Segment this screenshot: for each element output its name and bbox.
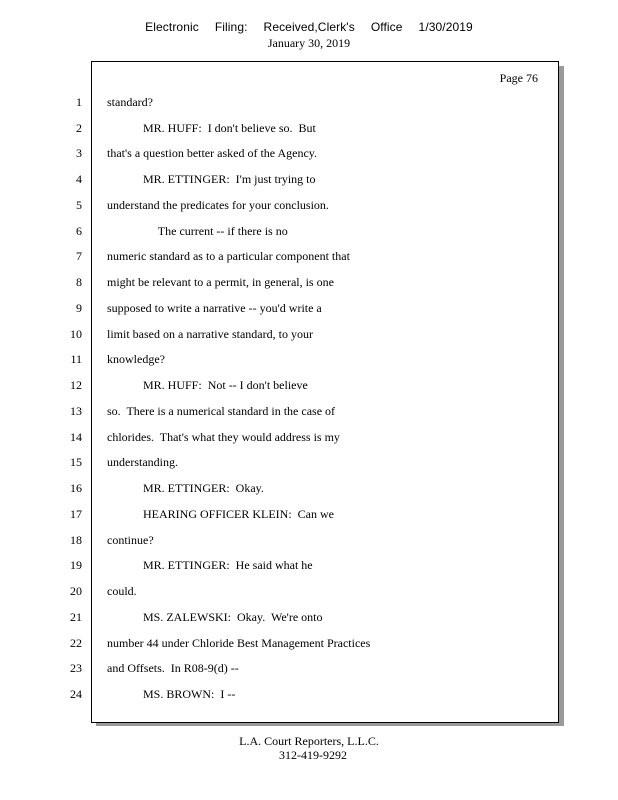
stamp-date: 1/30/2019 (418, 20, 473, 34)
line-number: 22 (70, 636, 82, 650)
line-number: 13 (70, 404, 82, 418)
line-number: 2 (76, 121, 82, 135)
line-text: supposed to write a narrative -- you'd write a (107, 301, 322, 315)
line-number: 3 (76, 146, 82, 160)
reporter-company: L.A. Court Reporters, L.L.C. (239, 734, 379, 748)
line-number: 1 (76, 95, 82, 109)
line-text: chlorides. That's what they would address is my (107, 430, 340, 444)
line-text: MR. ETTINGER: Okay. (107, 481, 264, 495)
line-text: MR. ETTINGER: I'm just trying to (107, 172, 316, 186)
line-text: continue? (107, 533, 154, 547)
line-text: could. (107, 584, 137, 598)
line-text: MR. ETTINGER: He said what he (107, 558, 313, 572)
stamp-office: Office (370, 20, 403, 34)
line-number: 17 (70, 507, 82, 521)
line-number: 7 (76, 249, 82, 263)
line-text: might be relevant to a permit, in general, is one (107, 275, 334, 289)
line-number: 15 (70, 455, 82, 469)
reporter-phone: 312-419-9292 (279, 748, 347, 762)
line-number: 11 (70, 352, 82, 366)
line-text: numeric standard as to a particular component that (107, 249, 350, 263)
line-text: limit based on a narrative standard, to your (107, 327, 313, 341)
page-number: Page 76 (499, 71, 538, 85)
line-text: number 44 under Chloride Best Management Practices (107, 636, 371, 650)
line-text: understanding. (107, 455, 178, 469)
stamp-received: Received,Clerk's (263, 20, 355, 34)
stamp-filing: Filing: (214, 20, 248, 34)
line-text: so. There is a numerical standard in the case of (107, 404, 336, 418)
line-number: 5 (76, 198, 82, 212)
line-text: knowledge? (107, 352, 165, 366)
line-number: 4 (76, 172, 82, 186)
line-text: MS. BROWN: I -- (107, 687, 236, 701)
line-text: MR. HUFF: Not -- I don't believe (107, 378, 308, 392)
line-text: understand the predicates for your conclusion. (107, 198, 329, 212)
line-number: 20 (70, 584, 82, 598)
line-text: HEARING OFFICER KLEIN: Can we (107, 507, 334, 521)
line-text: MS. ZALEWSKI: Okay. We're onto (107, 610, 323, 624)
line-text: The current -- if there is no (107, 224, 288, 238)
line-number: 18 (70, 533, 82, 547)
line-number: 8 (76, 275, 82, 289)
line-text: standard? (107, 95, 153, 109)
line-text: MR. HUFF: I don't believe so. But (107, 121, 316, 135)
line-number: 16 (70, 481, 82, 495)
line-number: 21 (70, 610, 82, 624)
line-number: 12 (70, 378, 82, 392)
line-number: 24 (70, 687, 82, 701)
transcript-date: January 30, 2019 (267, 36, 351, 50)
line-text: that's a question better asked of the Agency. (107, 146, 317, 160)
filing-stamp (0, 20, 618, 34)
line-text: and Offsets. In R08-9(d) -- (107, 661, 239, 675)
line-number: 6 (76, 224, 82, 238)
line-number: 9 (76, 301, 82, 315)
line-number: 10 (70, 327, 82, 341)
stamp-electronic: Electronic (145, 20, 199, 34)
line-number: 23 (70, 661, 82, 675)
line-number: 14 (70, 430, 82, 444)
line-number: 19 (70, 558, 82, 572)
